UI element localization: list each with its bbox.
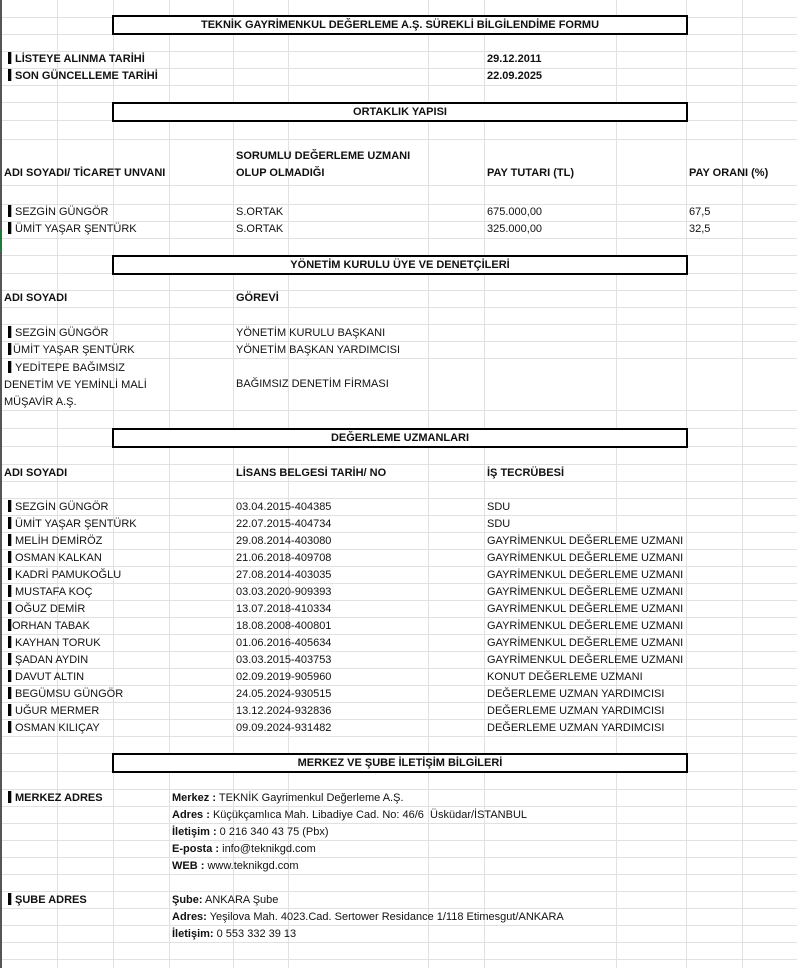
expert-experience: GAYRİMENKUL DEĞERLEME UZMANI [487, 637, 684, 649]
expert-experience: DEĞERLEME UZMAN YARDIMCISI [487, 722, 665, 734]
expert-experience: DEĞERLEME UZMAN YARDIMCISI [487, 688, 665, 700]
cell-marker [8, 361, 12, 373]
cell-marker [8, 69, 12, 81]
expert-license: 03.03.2020-909393 [236, 586, 332, 598]
expert-name-text: KAYHAN TORUK [15, 637, 101, 649]
branch-line-key: Adres: [172, 911, 207, 923]
section-board-title: YÖNETİM KURULU ÜYE VE DENETÇİLERİ [112, 255, 688, 275]
expert-license: 22.07.2015-404734 [236, 518, 332, 530]
board-role: BAĞIMSIZ DENETİM FİRMASI [236, 378, 389, 390]
board-name-line-1 [8, 360, 125, 377]
expert-name [8, 533, 102, 550]
branch-line [172, 892, 278, 909]
hq-line [172, 841, 316, 858]
update-date-label-text: SON GÜNCELLEME TARİHİ [15, 70, 158, 82]
grid-line [0, 324, 797, 325]
grid-line [0, 959, 797, 960]
expert-license: 29.08.2014-403080 [236, 535, 332, 547]
ownership-header-responsible-2: OLUP OLMADIĞI [236, 167, 325, 179]
update-date-label [8, 68, 158, 85]
cell-marker [8, 602, 12, 614]
expert-experience: GAYRİMENKUL DEĞERLEME UZMANI [487, 586, 684, 598]
expert-name-text: UĞUR MERMER [15, 705, 100, 717]
grid-line [0, 185, 797, 186]
hq-line [172, 858, 299, 875]
cell-marker [8, 704, 12, 716]
ownership-header-responsible-1: SORUMLU DEĞERLEME UZMANI [236, 150, 411, 162]
branch-address-label [8, 892, 87, 909]
expert-experience: GAYRİMENKUL DEĞERLEME UZMANI [487, 603, 684, 615]
ownership-amount: 675.000,00 [487, 206, 543, 218]
ownership-ratio: 32,5 [689, 223, 711, 235]
cell-marker [8, 343, 12, 355]
cell-marker [8, 551, 12, 563]
listing-date-value: 29.12.2011 [487, 53, 542, 65]
branch-line [172, 926, 296, 943]
cell-marker [8, 500, 12, 512]
board-name-text: YEDİTEPE BAĞIMSIZ [15, 362, 126, 374]
expert-name-text: DAVUT ALTIN [15, 671, 85, 683]
grid-line [0, 290, 797, 291]
board-name-text: ÜMİT YAŞAR ŞENTÜRK [13, 344, 135, 356]
row-selection-marker [0, 230, 2, 252]
ownership-header-ratio: PAY ORANI (%) [689, 167, 769, 179]
expert-name-text: OSMAN KILIÇAY [15, 722, 100, 734]
expert-name-text: OĞUZ DEMİR [15, 603, 86, 615]
cell-marker [8, 893, 12, 905]
board-name [8, 342, 135, 359]
grid-line [0, 942, 797, 943]
expert-name [8, 516, 137, 533]
cell-marker [8, 205, 12, 217]
cell-marker [8, 326, 12, 338]
branch-line-key: İletişim: [172, 928, 214, 940]
hq-line [172, 790, 404, 807]
expert-experience: GAYRİMENKUL DEĞERLEME UZMANI [487, 569, 684, 581]
ownership-ratio: 67,5 [689, 206, 711, 218]
section-contact-title: MERKEZ VE ŞUBE İLETİŞİM BİLGİLERİ [112, 753, 688, 773]
branch-line-key: Şube: [172, 894, 203, 906]
grid-line [0, 410, 797, 411]
expert-name [8, 618, 90, 635]
expert-license: 18.08.2008-400801 [236, 620, 332, 632]
hq-line-key: Merkez : [172, 792, 217, 804]
expert-name [8, 635, 101, 652]
expert-name [8, 499, 109, 516]
expert-name [8, 669, 84, 686]
expert-license: 01.06.2016-405634 [236, 637, 332, 649]
expert-experience: GAYRİMENKUL DEĞERLEME UZMANI [487, 535, 684, 547]
expert-name-text: SEZGİN GÜNGÖR [15, 501, 109, 513]
board-role: YÖNETİM KURULU BAŞKANI [236, 327, 386, 339]
grid-line [0, 204, 797, 205]
expert-name-text: ŞADAN AYDIN [15, 654, 89, 666]
hq-line-key: İletişim : [172, 826, 217, 838]
hq-line-value: TEKNİK Gayrimenkul Değerleme A.Ş. [216, 792, 404, 804]
expert-name [8, 601, 85, 618]
update-date-value: 22.09.2025 [487, 70, 543, 82]
board-role: YÖNETİM BAŞKAN YARDIMCISI [236, 344, 401, 356]
hq-line-key: WEB : [172, 860, 205, 872]
board-header-role: GÖREVİ [236, 292, 279, 304]
expert-name [8, 584, 92, 601]
cell-marker [8, 222, 12, 234]
expert-experience: GAYRİMENKUL DEĞERLEME UZMANI [487, 620, 684, 632]
expert-name [8, 550, 102, 567]
hq-address-label-text: MERKEZ ADRES [15, 792, 103, 804]
expert-license: 13.07.2018-410334 [236, 603, 332, 615]
experts-header-experience: İŞ TECRÜBESİ [487, 467, 565, 479]
board-name-text: SEZGİN GÜNGÖR [15, 327, 109, 339]
grid-line [0, 874, 797, 875]
expert-experience: GAYRİMENKUL DEĞERLEME UZMANI [487, 552, 684, 564]
grid-line [0, 498, 797, 499]
hq-line-value: 0 216 340 43 75 (Pbx) [216, 826, 329, 838]
grid-line [0, 307, 797, 308]
ownership-name-text: SEZGİN GÜNGÖR [15, 206, 109, 218]
expert-license: 02.09.2019-905960 [236, 671, 332, 683]
expert-name-text: OSMAN KALKAN [15, 552, 102, 564]
expert-name [8, 686, 123, 703]
grid-line [0, 736, 797, 737]
expert-name [8, 652, 88, 669]
grid-line [0, 464, 797, 465]
grid-line [0, 139, 797, 140]
expert-license: 09.09.2024-931482 [236, 722, 332, 734]
ownership-header-name: ADI SOYADI/ TİCARET UNVANI [4, 167, 166, 179]
cell-marker [8, 791, 12, 803]
branch-line-value: 0 553 332 39 13 [213, 928, 297, 940]
branch-address-label-text: ŞUBE ADRES [15, 894, 87, 906]
cell-marker [8, 534, 12, 546]
expert-experience: KONUT DEĞERLEME UZMANI [487, 671, 643, 683]
hq-line [172, 824, 329, 841]
ownership-name [8, 221, 137, 238]
board-header-name: ADI SOYADI [4, 292, 68, 304]
cell-marker [8, 636, 12, 648]
cell-marker [8, 52, 12, 64]
expert-name-text: MUSTAFA KOÇ [15, 586, 93, 598]
cell-marker [8, 670, 12, 682]
grid-line [0, 238, 797, 239]
expert-license: 03.04.2015-404385 [236, 501, 332, 513]
ownership-amount: 325.000,00 [487, 223, 543, 235]
board-name-line-3: MÜŞAVİR A.Ş. [4, 396, 77, 408]
expert-name [8, 720, 100, 737]
ownership-name-text: ÜMİT YAŞAR ŞENTÜRK [15, 223, 137, 235]
branch-line-value: Yeşilova Mah. 4023.Cad. Sertower Residance 1/118 Etimesgut/ANKARA [206, 911, 564, 923]
board-name-line-2: DENETİM VE YEMİNLİ MALİ [4, 379, 147, 391]
experts-header-license: LİSANS BELGESİ TARİH/ NO [236, 467, 387, 479]
expert-name-text: ORHAN TABAK [12, 620, 90, 632]
expert-name [8, 703, 99, 720]
section-ownership-title: ORTAKLIK YAPISI [112, 102, 688, 122]
expert-experience: DEĞERLEME UZMAN YARDIMCISI [487, 705, 665, 717]
branch-line [172, 909, 564, 926]
expert-license: 24.05.2024-930515 [236, 688, 332, 700]
page-title: TEKNİK GAYRİMENKUL DEĞERLEME A.Ş. SÜREKLİ BİLGİLENDİME FORMU [112, 15, 688, 35]
hq-line-value: Küçükçamlıca Mah. Libadiye Cad. No: 46/6 Üsküdar/İSTANBUL [209, 809, 528, 821]
board-name [8, 325, 109, 342]
cell-marker [8, 568, 12, 580]
expert-license: 03.03.2015-403753 [236, 654, 332, 666]
ownership-responsible: S.ORTAK [236, 223, 284, 235]
grid-line [0, 719, 797, 720]
expert-license: 13.12.2024-932836 [236, 705, 332, 717]
hq-line-key: E-posta : [172, 843, 220, 855]
section-experts-title: DEĞERLEME UZMANLARI [112, 428, 688, 448]
experts-header-name: ADI SOYADI [4, 467, 68, 479]
cell-marker [8, 517, 12, 529]
expert-license: 21.06.2018-409708 [236, 552, 332, 564]
branch-line-value: ANKARA Şube [202, 894, 279, 906]
grid-line [0, 85, 797, 86]
grid-line [0, 840, 797, 841]
expert-name-text: MELİH DEMİRÖZ [15, 535, 103, 547]
hq-address-label [8, 790, 103, 807]
ownership-responsible: S.ORTAK [236, 206, 284, 218]
hq-line [172, 807, 527, 824]
expert-experience: GAYRİMENKUL DEĞERLEME UZMANI [487, 654, 684, 666]
grid-line [0, 891, 797, 892]
expert-name-text: ÜMİT YAŞAR ŞENTÜRK [15, 518, 137, 530]
hq-line-value[interactable]: info@teknikgd.com [219, 843, 316, 855]
expert-name-text: BEGÜMSU GÜNGÖR [15, 688, 124, 700]
expert-name [8, 567, 121, 584]
cell-marker [8, 653, 12, 665]
listing-date-label [8, 51, 145, 68]
expert-experience: SDU [487, 501, 511, 513]
hq-line-key: Adres : [172, 809, 210, 821]
listing-date-label-text: LİSTEYE ALINMA TARİHİ [15, 53, 145, 65]
grid-line [0, 481, 797, 482]
expert-experience: SDU [487, 518, 511, 530]
expert-license: 27.08.2014-403035 [236, 569, 332, 581]
cell-marker [8, 585, 12, 597]
expert-name-text: KADRİ PAMUKOĞLU [15, 569, 122, 581]
sheet-left-edge [0, 0, 2, 968]
cell-marker [8, 687, 12, 699]
ownership-name [8, 204, 109, 221]
ownership-header-amount: PAY TUTARI (TL) [487, 167, 574, 179]
cell-marker [8, 721, 12, 733]
grid-line [0, 857, 797, 858]
hq-line-value[interactable]: www.teknikgd.com [204, 860, 299, 872]
